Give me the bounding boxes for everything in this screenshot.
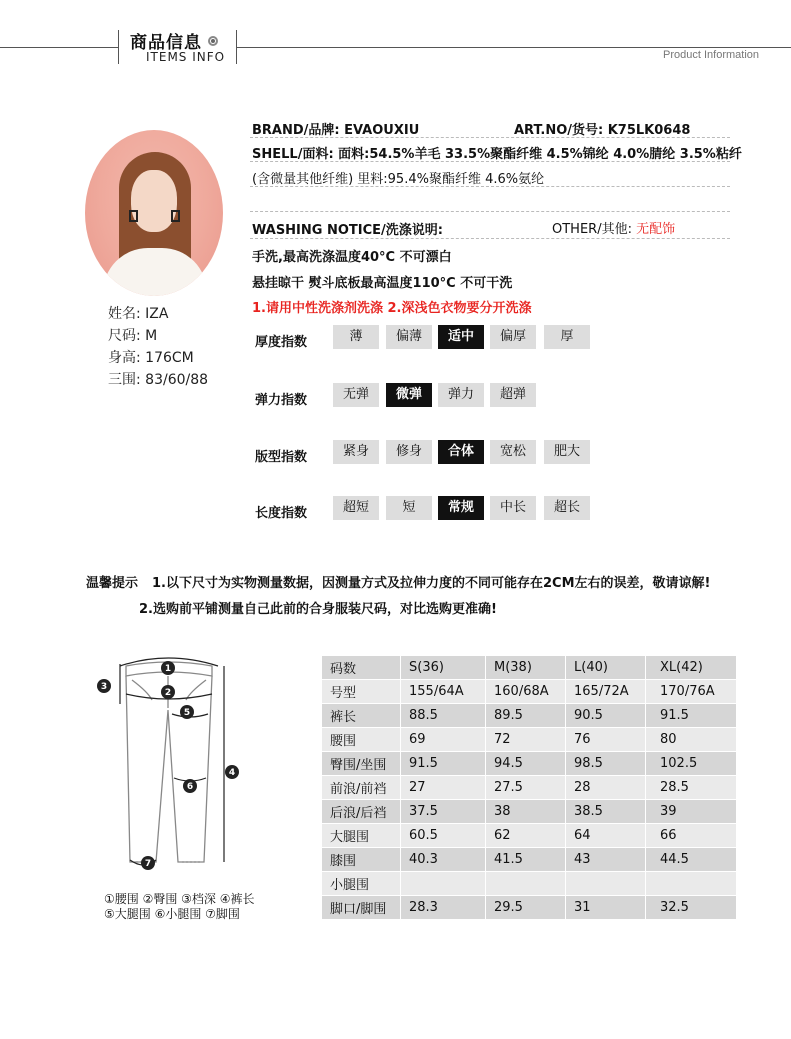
length-option-selected: 常规 <box>438 496 484 520</box>
fit-option: 肥大 <box>544 440 590 464</box>
thickness-option: 偏厚 <box>490 325 536 349</box>
table-cell: 80 <box>646 728 737 752</box>
thickness-index-label: 厚度指数 <box>255 335 308 350</box>
table-cell: 170/76A <box>646 680 737 704</box>
table-row-label: 臀围/坐围 <box>322 752 401 776</box>
table-row <box>322 776 737 800</box>
thickness-option: 厚 <box>544 325 590 349</box>
elasticity-option: 无弹 <box>333 383 379 407</box>
marker-3: 3 <box>100 682 108 692</box>
table-cell: 102.5 <box>646 752 737 776</box>
table-row-label: 大腿围 <box>322 824 401 848</box>
table-cell: 28.5 <box>646 776 737 800</box>
section-subtitle: ITEMS INFO <box>146 50 226 64</box>
section-title: 商品信息 <box>130 33 202 53</box>
divider <box>250 186 730 187</box>
marker-1: 1 <box>164 664 172 674</box>
table-cell: 165/72A <box>566 680 646 704</box>
fit-option-selected: 合体 <box>438 440 484 464</box>
model-size: 尺码: M <box>108 328 158 344</box>
table-cell: 27.5 <box>486 776 566 800</box>
table-cell <box>486 872 566 896</box>
model-measurements: 三围: 83/60/88 <box>108 372 209 388</box>
art-no: ART.NO/货号: K75LK0648 <box>514 123 691 138</box>
table-cell <box>401 872 486 896</box>
tips-label: 温馨提示 <box>86 576 139 591</box>
elasticity-option-selected: 微弹 <box>386 383 432 407</box>
table-cell: 64 <box>566 824 646 848</box>
elasticity-option: 弹力 <box>438 383 484 407</box>
model-name: 姓名: IZA <box>108 306 169 322</box>
header-rule-right <box>236 47 791 48</box>
table-cell: L(40) <box>566 656 646 680</box>
table-cell: XL(42) <box>646 656 737 680</box>
table-row-label: 裤长 <box>322 704 401 728</box>
tips-line-2: 2.选购前平铺测量自己此前的合身服装尺码，对比选购更准确! <box>139 602 497 617</box>
table-cell: 72 <box>486 728 566 752</box>
table-cell: 32.5 <box>646 896 737 920</box>
table-cell: 29.5 <box>486 896 566 920</box>
length-index-label: 长度指数 <box>255 506 308 521</box>
table-cell: 37.5 <box>401 800 486 824</box>
table-cell: 90.5 <box>566 704 646 728</box>
fit-option: 修身 <box>386 440 432 464</box>
shell-line-2: (含微量其他纤维) 里料:95.4%聚酯纤维 4.6%氨纶 <box>252 172 545 187</box>
marker-4: 4 <box>228 768 236 778</box>
fit-option: 宽松 <box>490 440 536 464</box>
thickness-option: 薄 <box>333 325 379 349</box>
table-row-label: 脚口/脚围 <box>322 896 401 920</box>
table-cell: 98.5 <box>566 752 646 776</box>
table-row-label: 后浪/后裆 <box>322 800 401 824</box>
table-cell: 66 <box>646 824 737 848</box>
fit-option: 紧身 <box>333 440 379 464</box>
table-row-label: 前浪/前裆 <box>322 776 401 800</box>
table-row <box>322 704 737 728</box>
table-cell: 41.5 <box>486 848 566 872</box>
table-cell: 94.5 <box>486 752 566 776</box>
fit-index-label: 版型指数 <box>255 450 308 465</box>
other-value: 无配饰 <box>636 222 676 237</box>
table-cell <box>566 872 646 896</box>
table-row <box>322 752 737 776</box>
marker-6: 6 <box>186 782 194 792</box>
table-cell <box>646 872 737 896</box>
table-cell: 28.3 <box>401 896 486 920</box>
size-table <box>321 655 737 920</box>
table-cell: 40.3 <box>401 848 486 872</box>
divider <box>250 137 730 138</box>
table-cell: 31 <box>566 896 646 920</box>
diagram-legend-line-1: ①腰围 ②臀围 ③档深 ④裤长 <box>104 892 255 906</box>
other-label <box>552 218 675 237</box>
section-right-title: Product Information <box>663 49 759 61</box>
table-row-label: 号型 <box>322 680 401 704</box>
brand: BRAND/品牌: EVAOUXIU <box>252 123 420 138</box>
table-cell: 38 <box>486 800 566 824</box>
table-row-label: 膝围 <box>322 848 401 872</box>
table-row-label: 腰围 <box>322 728 401 752</box>
table-cell: 60.5 <box>401 824 486 848</box>
tips-line-1: 1.以下尺寸为实物测量数据，因测量方式及拉伸力度的不同可能存在2CM左右的误差，敬请谅解! <box>152 576 711 591</box>
table-cell: 27 <box>401 776 486 800</box>
target-icon <box>208 36 218 46</box>
header-rule-left <box>0 47 118 48</box>
table-row <box>322 896 737 920</box>
table-row <box>322 824 737 848</box>
table-cell: 38.5 <box>566 800 646 824</box>
diagram-legend-line-2: ⑤大腿围 ⑥小腿围 ⑦脚围 <box>104 907 240 921</box>
length-option: 短 <box>386 496 432 520</box>
model-info <box>108 303 208 391</box>
table-cell: 44.5 <box>646 848 737 872</box>
washing-warning: 1.请用中性洗涤剂洗涤 2.深浅色衣物要分开洗涤 <box>252 301 532 316</box>
table-row <box>322 800 737 824</box>
marker-2: 2 <box>164 688 172 698</box>
pants-measurement-diagram <box>90 650 290 880</box>
table-cell: 91.5 <box>401 752 486 776</box>
model-photo <box>85 130 223 296</box>
length-option: 中长 <box>490 496 536 520</box>
table-cell: 28 <box>566 776 646 800</box>
table-cell: 39 <box>646 800 737 824</box>
table-cell: 155/64A <box>401 680 486 704</box>
table-cell: 76 <box>566 728 646 752</box>
marker-5: 5 <box>183 708 191 718</box>
divider <box>250 211 730 212</box>
other-label-text: OTHER/其他: <box>552 222 632 237</box>
table-row <box>322 728 737 752</box>
table-row <box>322 872 737 896</box>
thickness-option-selected: 适中 <box>438 325 484 349</box>
table-cell: 88.5 <box>401 704 486 728</box>
table-cell: M(38) <box>486 656 566 680</box>
header-rule-left-tick <box>118 30 119 64</box>
washing-line-2: 悬挂晾干 熨斗底板最高温度110°C 不可干洗 <box>252 276 513 291</box>
table-cell: 62 <box>486 824 566 848</box>
table-cell: 91.5 <box>646 704 737 728</box>
model-height: 身高: 176CM <box>108 350 194 366</box>
length-option: 超短 <box>333 496 379 520</box>
table-row-label: 小腿围 <box>322 872 401 896</box>
table-cell: S(36) <box>401 656 486 680</box>
table-cell: 89.5 <box>486 704 566 728</box>
elasticity-index-label: 弹力指数 <box>255 393 308 408</box>
thickness-option: 偏薄 <box>386 325 432 349</box>
washing-line-1: 手洗,最高洗涤温度40°C 不可漂白 <box>252 250 452 265</box>
length-option: 超长 <box>544 496 590 520</box>
table-header-row <box>322 656 737 680</box>
divider <box>250 161 730 162</box>
shell-line-1: SHELL/面料: 面料:54.5%羊毛 33.5%聚酯纤维 4.5%锦纶 4.0%腈纶 3.5%粘纤 <box>252 147 742 162</box>
elasticity-option: 超弹 <box>490 383 536 407</box>
table-cell: 69 <box>401 728 486 752</box>
table-row <box>322 848 737 872</box>
table-cell: 160/68A <box>486 680 566 704</box>
table-row-label: 码数 <box>322 656 401 680</box>
marker-7: 7 <box>144 859 152 869</box>
table-cell: 43 <box>566 848 646 872</box>
table-row <box>322 680 737 704</box>
divider <box>250 238 730 239</box>
washing-label: WASHING NOTICE/洗涤说明: <box>252 223 443 238</box>
